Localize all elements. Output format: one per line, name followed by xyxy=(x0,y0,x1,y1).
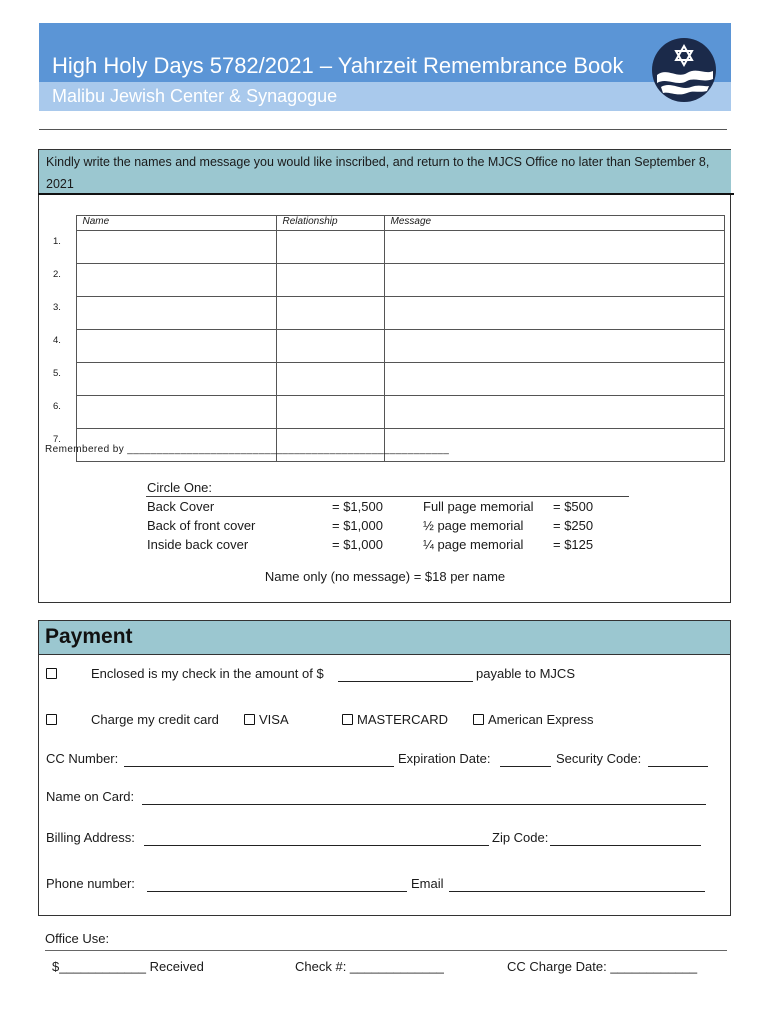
row-number: 3. xyxy=(53,301,61,313)
price-value: = $500 xyxy=(553,499,594,514)
table-row xyxy=(45,363,725,396)
office-use-label: Office Use: xyxy=(45,931,110,946)
amex-label: American Express xyxy=(488,712,594,727)
relationship-field[interactable] xyxy=(276,330,384,363)
check-label: Enclosed is my check in the amount of $ xyxy=(91,666,324,681)
check-suffix: payable to MJCS xyxy=(476,666,575,681)
email-label: Email xyxy=(411,876,444,891)
message-field[interactable] xyxy=(384,264,725,297)
message-field[interactable] xyxy=(384,330,725,363)
page-title: High Holy Days 5782/2021 – Yahrzeit Remembrance Book xyxy=(52,53,624,78)
mastercard-label: MASTERCARD xyxy=(357,712,449,727)
security-code-field[interactable] xyxy=(648,752,708,767)
payment-section xyxy=(38,620,731,916)
instructions-text: Kindly write the names and message you would like inscribed, and return to the MJCS Office no later than September 8, 2021 xyxy=(46,155,710,191)
relationship-header: Relationship xyxy=(276,216,384,231)
message-field[interactable] xyxy=(384,396,725,429)
row-number: 2. xyxy=(53,268,61,280)
message-field[interactable] xyxy=(384,297,725,330)
name-field[interactable] xyxy=(76,363,276,396)
relationship-field[interactable] xyxy=(276,231,384,264)
credit-card-label: Charge my credit card xyxy=(91,712,219,727)
circle-one-heading: Circle One: xyxy=(147,480,213,495)
office-check-number: Check #: _____________ xyxy=(295,959,444,974)
row-number: 1. xyxy=(53,235,61,247)
relationship-field[interactable] xyxy=(276,396,384,429)
zip-code-field[interactable] xyxy=(550,831,701,846)
payment-title: Payment xyxy=(45,625,133,648)
row-number-header xyxy=(45,216,76,231)
visa-label: VISA xyxy=(259,712,289,727)
remembered-by-field[interactable]: Remembered by ______________________________________________________ xyxy=(45,444,450,455)
row-number: 6. xyxy=(53,400,61,412)
name-on-card-field[interactable] xyxy=(142,790,706,805)
billing-address-field[interactable] xyxy=(144,831,489,846)
price-label[interactable]: Inside back cover xyxy=(147,537,249,552)
name-field[interactable] xyxy=(76,231,276,264)
expiration-field[interactable] xyxy=(500,752,551,767)
message-field[interactable] xyxy=(384,363,725,396)
price-label[interactable]: Back of front cover xyxy=(147,518,256,533)
visa-checkbox[interactable] xyxy=(244,714,255,725)
email-field[interactable] xyxy=(449,877,705,892)
office-received: $____________ Received xyxy=(52,959,204,974)
names-table-header xyxy=(45,216,725,231)
message-field[interactable] xyxy=(384,231,725,264)
table-row xyxy=(45,330,725,363)
table-row xyxy=(45,264,725,297)
price-value: = $250 xyxy=(553,518,594,533)
billing-address-label: Billing Address: xyxy=(46,830,135,845)
phone-field[interactable] xyxy=(147,877,407,892)
row-number: 7. xyxy=(53,433,61,445)
relationship-field[interactable] xyxy=(276,264,384,297)
office-cc-charge-date: CC Charge Date: ____________ xyxy=(507,959,698,974)
check-amount-field[interactable] xyxy=(338,667,473,682)
table-row xyxy=(45,231,725,264)
name-field[interactable] xyxy=(76,297,276,330)
price-label[interactable]: Full page memorial xyxy=(423,499,534,514)
name-field[interactable] xyxy=(76,330,276,363)
price-label[interactable]: ¼ page memorial xyxy=(423,537,524,552)
row-number: 4. xyxy=(53,334,61,346)
name-only-price[interactable]: Name only (no message) = $18 per name xyxy=(264,569,506,584)
star-of-david-logo-icon xyxy=(651,37,717,103)
table-row xyxy=(45,297,725,330)
payment-divider xyxy=(39,654,730,655)
name-on-card-label: Name on Card: xyxy=(46,789,135,804)
office-use-divider xyxy=(45,950,727,951)
cc-number-label: CC Number: xyxy=(46,751,119,766)
relationship-field[interactable] xyxy=(276,297,384,330)
zip-code-label: Zip Code: xyxy=(492,830,549,845)
row-number: 5. xyxy=(53,367,61,379)
page-subtitle: Malibu Jewish Center & Synagogue xyxy=(52,86,338,106)
name-field[interactable] xyxy=(76,264,276,297)
price-value: = $1,500 xyxy=(332,499,383,514)
relationship-field[interactable] xyxy=(276,363,384,396)
payment-band xyxy=(39,621,730,655)
message-header: Message xyxy=(384,216,725,231)
price-value: = $1,000 xyxy=(332,518,383,533)
header-divider xyxy=(39,129,727,130)
name-header: Name xyxy=(76,216,276,231)
check-checkbox[interactable] xyxy=(46,668,57,679)
price-value: = $1,000 xyxy=(332,537,383,552)
credit-card-checkbox[interactable] xyxy=(46,714,57,725)
price-label[interactable]: ½ page memorial xyxy=(423,518,524,533)
price-value: = $125 xyxy=(553,537,594,552)
table-row xyxy=(45,396,725,429)
names-table xyxy=(45,215,725,462)
cc-number-field[interactable] xyxy=(124,752,394,767)
amex-checkbox[interactable] xyxy=(473,714,484,725)
pricing-divider xyxy=(146,496,629,497)
name-field[interactable] xyxy=(76,396,276,429)
phone-label: Phone number: xyxy=(46,876,135,891)
security-code-label: Security Code: xyxy=(556,751,642,766)
expiration-label: Expiration Date: xyxy=(398,751,491,766)
mastercard-checkbox[interactable] xyxy=(342,714,353,725)
price-label[interactable]: Back Cover xyxy=(147,499,215,514)
